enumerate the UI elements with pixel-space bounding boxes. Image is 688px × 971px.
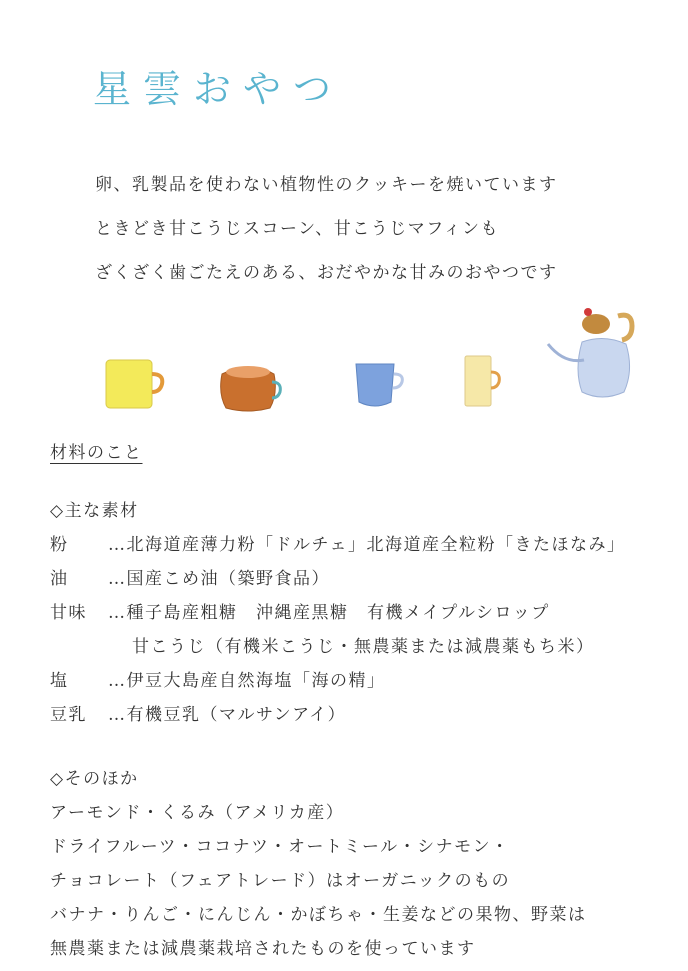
material-term: 甘味 [50,603,87,623]
other-line: チョコレート（フェアトレード）はオーガニックのもの [50,871,511,891]
material-term: 豆乳 [50,705,87,725]
material-desc: …伊豆大島産自然海塩「海の精」 [108,671,386,691]
other-line: 無農薬または減農薬栽培されたものを使っています [50,939,476,959]
material-desc: 甘こうじ（有機米こうじ・無農薬または減農薬もち米） [132,637,595,657]
section-title: 材料のこと [50,443,143,463]
other-materials [50,762,587,966]
cups-illustration [0,298,688,423]
intro-text [95,163,558,295]
material-term: 塩 [50,671,69,691]
intro-line: ざくざく歯ごたえのある、おだやかな甘みのおやつです [95,263,558,283]
material-desc: …種子島産粗糖 沖縄産黒糖 有機メイプルシロップ [108,603,550,623]
yellow-mug-icon [106,360,162,408]
material-row [50,698,347,732]
material-term: 油 [50,569,69,589]
brand-logo: 星雲おやつ [93,67,344,111]
material-row [50,528,626,562]
blue-cup-icon [356,364,402,406]
main-materials-heading: ◇主な素材 [50,501,139,521]
cream-cup-icon [465,356,499,406]
material-row [50,630,595,664]
other-line: バナナ・りんご・にんじん・かぼちゃ・生姜などの果物、野菜は [50,905,587,925]
material-row [50,596,550,630]
material-row [50,664,386,698]
intro-line: ときどき甘こうじスコーン、甘こうじマフィンも [95,219,499,239]
material-term: 粉 [50,535,69,555]
other-line: アーモンド・くるみ（アメリカ産） [50,803,345,823]
teapot-icon [548,308,632,397]
intro-line: 卵、乳製品を使わない植物性のクッキーを焼いています [95,175,558,195]
other-line: ドライフルーツ・ココナツ・オートミール・シナモン・ [50,837,510,857]
material-desc: …北海道産薄力粉「ドルチェ」北海道産全粒粉「きたほなみ」 [108,535,626,555]
other-heading: ◇そのほか [50,769,139,789]
main-materials [50,494,626,732]
orange-cup-icon [221,366,281,411]
material-desc: …有機豆乳（マルサンアイ） [108,705,347,725]
material-desc: …国産こめ油（築野食品） [108,569,330,589]
material-row [50,562,330,596]
